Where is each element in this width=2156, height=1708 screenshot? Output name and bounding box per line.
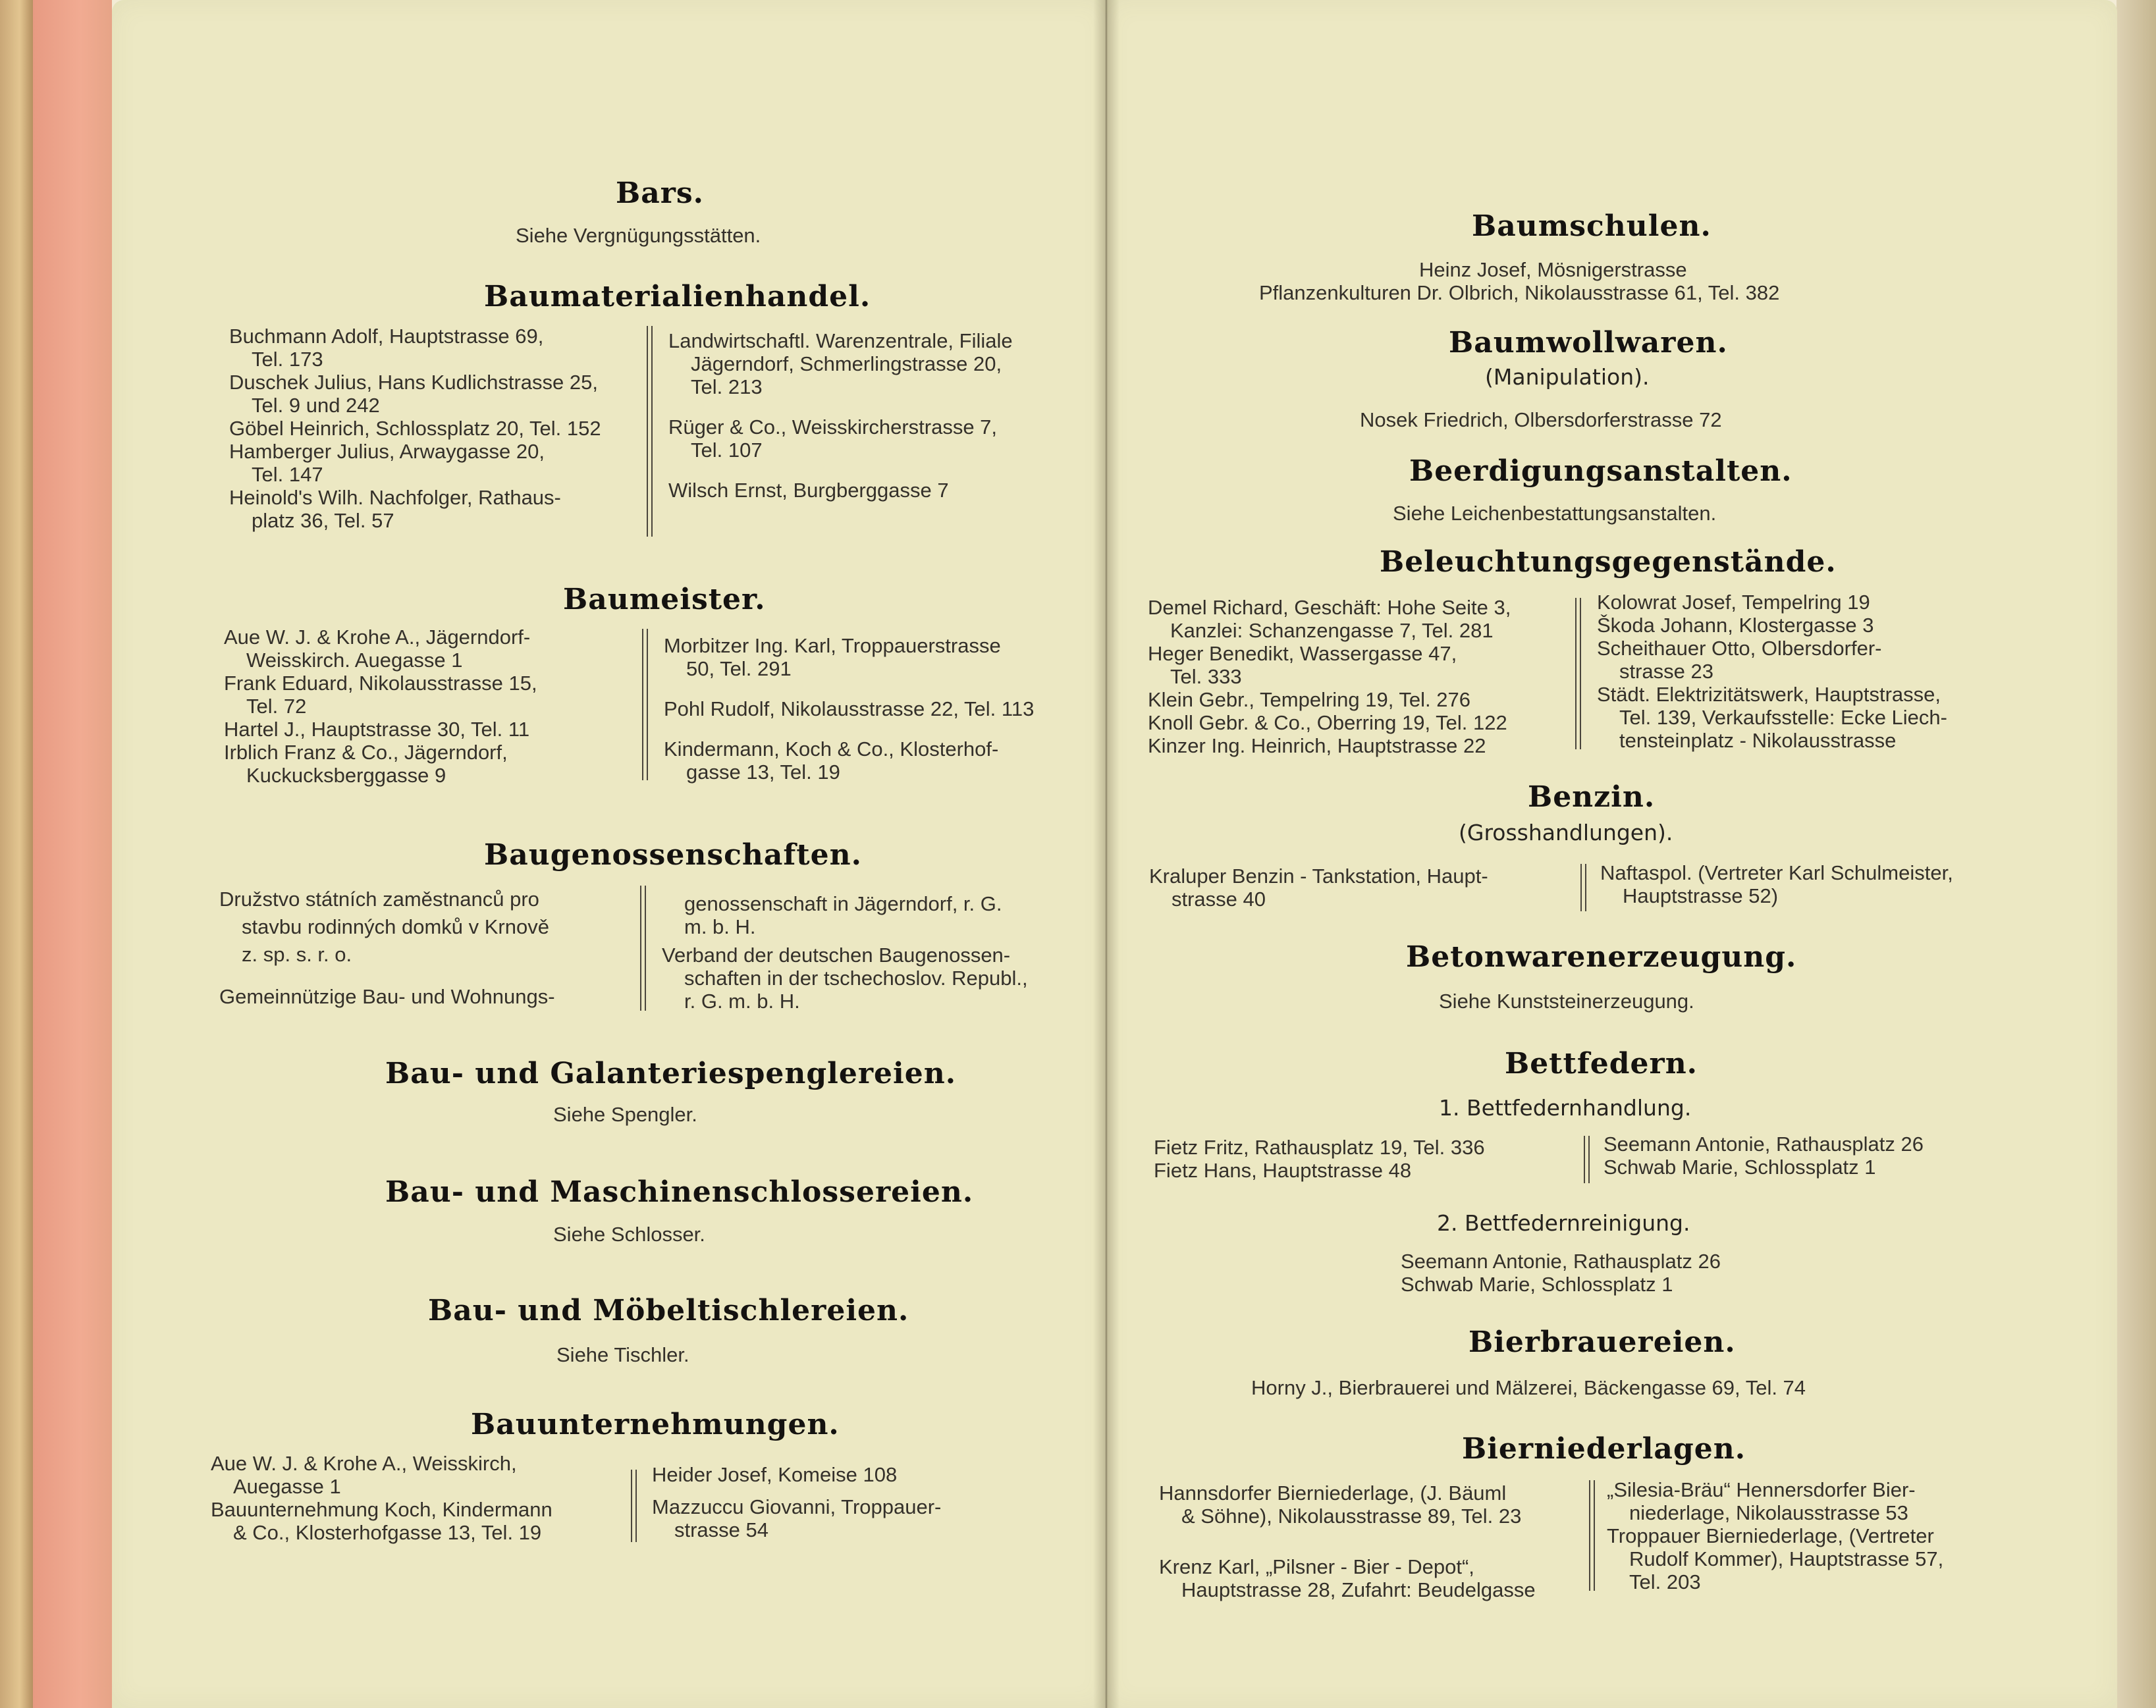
heading-bars: Bars. [616,176,704,210]
entry: genossenschaft in Jägerndorf, r. G. m. b. H. [684,892,1002,938]
entry: Družstvo státních zaměstnanců pro stavbu rodinných domků v Krnově z. sp. s. r. o. [219,888,549,966]
baumeister-col2 [664,634,1034,784]
heading-galanterie: Bau- und Galanteriespenglereien. [385,1057,957,1090]
heading-bettfedern: Bettfedern. [1505,1047,1698,1081]
baugenossenschaften-col2 [662,892,1028,1013]
entry: Städt. Elektrizitätswerk, Hauptstrasse, Tel. 139, Verkaufsstelle: Ecke Liech- tensteinplatz - Nikolausstrasse [1597,683,1947,752]
heading-baumschulen: Baumschulen. [1472,209,1711,243]
entry: Kindermann, Koch & Co., Klosterhof- gasse 13, Tel. 19 [664,737,999,784]
bierbrauereien-line: Horny J., Bierbrauerei und Mälzerei, Bäckengasse 69, Tel. 74 [1251,1376,1806,1399]
book-right-edge [2116,0,2156,1708]
benzin-col2 [1600,861,1953,907]
baumwollwaren-line: Nosek Friedrich, Olbersdorferstrasse 72 [1360,408,1722,431]
baumschulen-line-2: Pflanzenkulturen Dr. Olbrich, Nikolausstrasse 61, Tel. 382 [1259,281,1780,304]
column-divider [1580,864,1586,911]
beleuchtung-col2 [1597,591,1947,752]
entry: Fietz Fritz, Rathausplatz 19, Tel. 336 [1154,1136,1485,1159]
entry: Klein Gebr., Tempelring 19, Tel. 276 [1148,688,1470,711]
entry: Aue W. J. & Krohe A., Weisskirch, Auegasse 1 [211,1452,517,1498]
entry: Aue W. J. & Krohe A., Jägerndorf- Weisskirch. Auegasse 1 [224,626,531,672]
heading-beerdigung: Beerdigungsanstalten. [1409,454,1792,488]
entry: Kraluper Benzin - Tankstation, Haupt- strasse 40 [1149,865,1488,911]
entry: Göbel Heinrich, Schlossplatz 20, Tel. 152 [229,417,601,440]
entry: Bauunternehmung Koch, Kindermann & Co., Klosterhofgasse 13, Tel. 19 [211,1498,552,1544]
heading-beleuchtung: Beleuchtungsgegenstände. [1380,545,1837,579]
entry: Schwab Marie, Schlossplatz 1 [1604,1156,1876,1179]
column-divider [640,886,646,1011]
entry: Seemann Antonie, Rathausplatz 26 [1604,1133,1924,1156]
bettfedern-col1 [1154,1136,1485,1182]
entry: Troppauer Bierniederlage, (Vertreter Rudolf Kommer), Hauptstrasse 57, Tel. 203 [1607,1524,1944,1593]
sub-bettfedernhandlung: 1. Bettfedernhandlung. [1439,1095,1692,1121]
heading-maschinen: Bau- und Maschinenschlossereien. [385,1175,974,1209]
page-edges [33,0,112,1708]
book-block-edge [0,0,33,1708]
heading-baumeister: Baumeister. [563,583,766,616]
bettfedern-line-2: Schwab Marie, Schlossplatz 1 [1401,1273,1673,1296]
bauunternehmungen-col1 [211,1452,552,1544]
baugenossenschaften-col1 [219,886,555,1011]
book-gutter [1093,0,1119,1708]
entry: Heider Josef, Komeise 108 [652,1463,898,1486]
entry: Pohl Rudolf, Nikolausstrasse 22, Tel. 113 [664,697,1035,720]
entry: Mazzuccu Giovanni, Troppauer- strasse 54 [652,1495,942,1541]
bierniederlagen-col2 [1607,1478,1943,1593]
column-divider [1584,1136,1590,1183]
entry: Krenz Karl, „Pilsner - Bier - Depot“, Hauptstrasse 28, Zufahrt: Beudelgasse [1159,1555,1536,1601]
entry: Landwirtschaftl. Warenzentrale, Filiale Jägerndorf, Schmerlingstrasse 20, Tel. 213 [668,329,1013,398]
entry: Verband der deutschen Baugenossen- schaften in der tschechoslov. Republ., r. G. m. b. H. [662,944,1028,1013]
bettfedern-line-1: Seemann Antonie, Rathausplatz 26 [1401,1250,1721,1273]
entry: Naftaspol. (Vertreter Karl Schulmeister, Hauptstrasse 52) [1600,861,1953,907]
bauunternehmungen-col2 [652,1463,941,1541]
ref-galanterie: Siehe Spengler. [553,1103,697,1126]
heading-benzin: Benzin. [1528,780,1656,814]
entry: „Silesia-Bräu“ Hennersdorfer Bier- niederlage, Nikolausstrasse 53 [1607,1478,1916,1524]
entry: Hannsdorfer Bierniederlage, (J. Bäuml & Söhne), Nikolausstrasse 89, Tel. 23 [1159,1481,1522,1528]
bierniederlagen-col1 [1159,1481,1536,1601]
heading-bierbrauereien: Bierbrauereien. [1469,1325,1736,1359]
entry: Hamberger Julius, Arwaygasse 20, Tel. 147 [229,440,545,486]
entry: Kinzer Ing. Heinrich, Hauptstrasse 22 [1148,734,1486,757]
entry: Irblich Franz & Co., Jägerndorf, Kuckucksberggasse 9 [224,741,508,787]
entry: Škoda Johann, Klostergasse 3 [1597,614,1874,637]
ref-bars: Siehe Vergnügungsstätten. [516,224,761,247]
ref-beerdigung: Siehe Leichenbestattungsanstalten. [1393,502,1717,525]
baumeister-col1 [224,626,537,787]
heading-moebel: Bau- und Möbeltischlereien. [428,1294,909,1327]
heading-bauunternehmungen: Bauunternehmungen. [471,1408,840,1441]
ref-betonwaren: Siehe Kunststeinerzeugung. [1439,990,1694,1013]
entry: Kolowrat Josef, Tempelring 19 [1597,591,1870,614]
baumaterialienhandel-col2 [668,329,1013,502]
baumaterialienhandel-col1 [229,325,601,532]
heading-baugenossenschaften: Baugenossenschaften. [484,838,862,872]
heading-betonwaren: Betonwarenerzeugung. [1406,940,1797,974]
entry: Buchmann Adolf, Hauptstrasse 69, Tel. 173 [229,325,544,371]
sub-bettfedernreinigung: 2. Bettfedernreinigung. [1437,1210,1690,1236]
column-divider [647,326,653,537]
entry: Scheithauer Otto, Olbersdorfer- strasse 23 [1597,637,1882,683]
sub-benzin: (Grosshandlungen). [1459,820,1673,845]
entry: Duschek Julius, Hans Kudlichstrasse 25, Tel. 9 und 242 [229,371,598,417]
ref-moebel: Siehe Tischler. [556,1343,689,1366]
entry: Knoll Gebr. & Co., Oberring 19, Tel. 122 [1148,711,1507,734]
bettfedern-col2 [1604,1133,1924,1179]
heading-baumwollwaren: Baumwollwaren. [1449,326,1728,360]
entry: Fietz Hans, Hauptstrasse 48 [1154,1159,1412,1182]
entry: Morbitzer Ing. Karl, Troppauerstrasse 50, Tel. 291 [664,634,1001,680]
baumschulen-line-1: Heinz Josef, Mösnigerstrasse [1419,258,1687,281]
benzin-col1 [1149,865,1488,911]
ref-maschinen: Siehe Schlosser. [553,1223,705,1246]
heading-bierniederlagen: Bierniederlagen. [1462,1432,1746,1466]
column-divider [642,629,648,780]
entry: Demel Richard, Geschäft: Hohe Seite 3, Kanzlei: Schanzengasse 7, Tel. 281 [1148,596,1511,642]
heading-baumaterialienhandel: Baumaterialienhandel. [484,280,871,313]
column-divider [1589,1480,1595,1591]
beleuchtung-col1 [1148,596,1511,757]
entry: Gemeinnützige Bau- und Wohnungs- [219,985,555,1008]
entry: Frank Eduard, Nikolausstrasse 15, Tel. 72 [224,672,537,718]
entry: Wilsch Ernst, Burgberggasse 7 [668,479,949,502]
entry: Hartel J., Hauptstrasse 30, Tel. 11 [224,718,530,741]
column-divider [1575,598,1581,749]
entry: Heinold's Wilh. Nachfolger, Rathaus- platz 36, Tel. 57 [229,486,561,532]
sub-baumwollwaren: (Manipulation). [1485,364,1650,390]
entry: Heger Benedikt, Wassergasse 47, Tel. 333 [1148,642,1457,688]
entry: Rüger & Co., Weisskircherstrasse 7, Tel. 107 [668,415,998,462]
column-divider [631,1470,637,1542]
